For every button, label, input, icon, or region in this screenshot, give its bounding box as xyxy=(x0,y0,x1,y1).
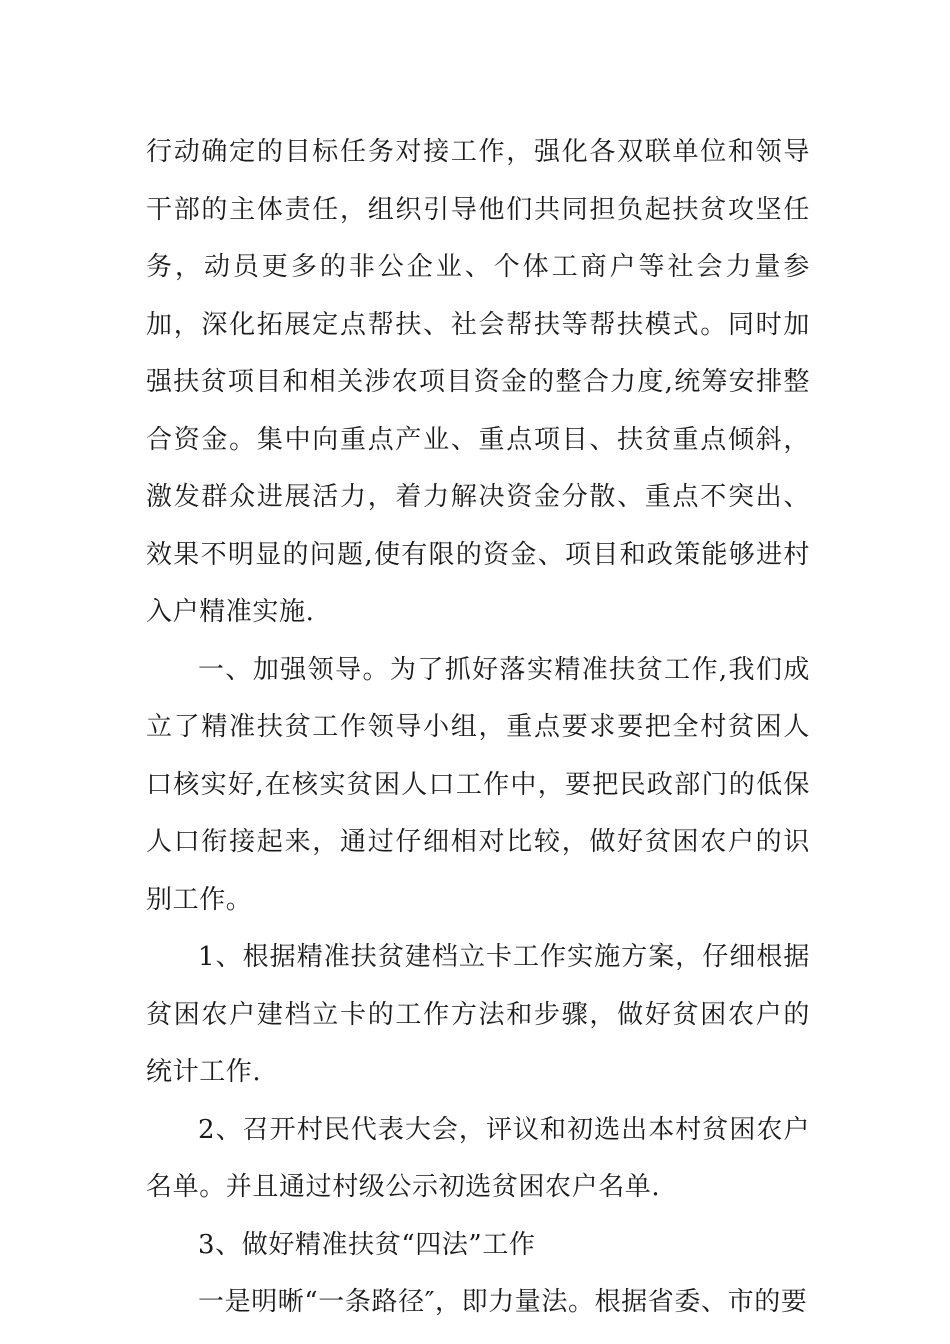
document-body xyxy=(146,124,810,1332)
paragraph-item-1: 1、根据精准扶贫建档立卡工作实施方案，仔细根据贫困农户建档立卡的工作方法和步骤，做好贫困农户的统计工作. xyxy=(146,942,810,1087)
paragraph-item-3: 3、做好精准扶贫“四法”工作 xyxy=(198,1229,536,1260)
paragraph-continued: 行动确定的目标任务对接工作，强化各双联单位和领导干部的主体责任，组织引导他们共同担负起扶贫攻坚任务，动员更多的非公企业、个体工商户等社会力量参加，深化拓展定点帮扶、社会帮扶等帮扶模式。同时加强扶贫项目和相关涉农项目资金的整合力度,统筹安排整合资金。集中向重点产业、重点项目、扶贫重点倾斜，激发群众进展活力，着力解决资金分散、重点不突出、效果不明显的问题,使有限的资金、项目和政策能够进村入户精准实施. xyxy=(146,137,810,627)
paragraph-section-one: 一、加强领导。为了抓好落实精准扶贫工作,我们成立了精准扶贫工作领导小组，重点要求要把全村贫困人口核实好,在核实贫困人口工作中，要把民政部门的低保人口衔接起来，通过仔细相对比较，做好贫困农户的识别工作。 xyxy=(146,654,810,915)
paragraph-item-2: 2、召开村民代表大会，评议和初选出本村贫困农户名单。并且通过村级公示初选贫困农户名单. xyxy=(146,1114,810,1202)
paragraph-first-method: 一是明晰“一条路径″，即力量法。根据省委、市的要 xyxy=(198,1287,808,1317)
